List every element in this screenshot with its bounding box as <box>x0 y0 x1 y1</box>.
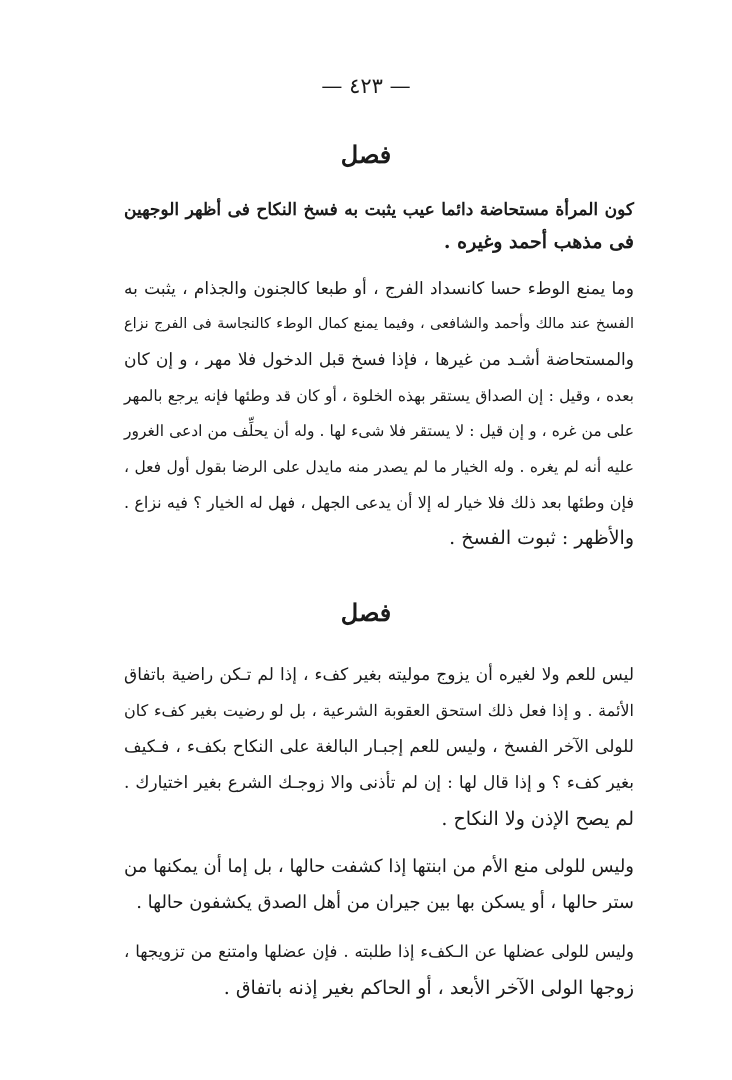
section-1-body-line-8: والأظهر : ثبوت الفسخ . <box>449 527 634 549</box>
section-2-body-line-9: زوجها الولى الآخر الأبعد ، أو الحاكم بغير إذنه باتفاق . <box>223 977 634 999</box>
section-1-title-line-2: فى مذهب أحمد وغيره . <box>443 231 634 253</box>
section-2-body-line-3: للولى الآخر الفسخ ، وليس للعم إجبـار البالغة على النكاح بكفء ، فـكيف <box>124 737 634 757</box>
section-1-body-line-5: على من غره ، و إن قيل : لا يستقر فلا شىء لها . وله أن يحلِّف من ادعى الغرور <box>124 422 634 440</box>
section-2-body-line-4: بغير كفء ؟ و إذا قال لها : إن لم تأذنى والا زوجـك الشرع بغير اختيارك . <box>124 773 634 793</box>
section-1-body-line-1: وما يمنع الوطء حسا كانسداد الفرج ، أو طبعا كالجنون والجذام ، يثبت به <box>124 279 634 299</box>
section-1-title-line-1: كون المرأة مستحاضة دائما عيب يثبت به فسخ النكاح فى أظهر الوجهين <box>124 200 634 220</box>
section-1-body-line-7: فإن وطئها بعد ذلك فلا خيار له إلا أن يدعى الجهل ، فهل له الخيار ؟ فيه نزاع . <box>124 493 634 512</box>
page-number: — ٤٢٣ — <box>321 74 411 98</box>
section-1-heading: فصل <box>340 140 392 169</box>
section-2-body-line-2: الأئمة . و إذا فعل ذلك استحق العقوبة الشرعية ، بل لو رضيت بغير كفء كان <box>124 701 634 720</box>
section-1-body-line-2: الفسخ عند مالك وأحمد والشافعى ، وفيما يمنع كمال الوطء كالنجاسة فى الفرج نزاع <box>124 316 634 332</box>
section-2-body-line-8: وليس للولى عضلها عن الـكفء إذا طلبته . فإن عضلها وامتنع من تزويجها ، <box>124 942 634 961</box>
section-2-body-line-5: لم يصح الإذن ولا النكاح . <box>441 808 634 830</box>
section-1-body-line-4: بعده ، وقيل : إن الصداق يستقر بهذه الخلوة ، أو كان قد وطئها فإنه يرجع بالمهر <box>124 387 634 405</box>
section-2-body-line-1: ليس للعم ولا لغيره أن يزوج موليته بغير كفء ، إذا لم تـكن راضية باتفاق <box>124 665 634 685</box>
section-2-body-line-7: ستر حالها ، أو يسكن بها بين جيران من أهل الصدق يكشفون حالها . <box>136 892 634 913</box>
section-1-body-line-6: عليه أنه لم يغره . وله الخيار ما لم يصدر منه مايدل على الرضا بقول أول فعل ، <box>124 458 634 476</box>
section-2-heading: فصل <box>340 598 392 627</box>
section-1-body-line-3: والمستحاضة أشـد من غيرها ، فإذا فسخ قبل الدخول فلا مهر ، و إن كان <box>124 350 634 370</box>
section-2-body-line-6: وليس للولى منع الأم من ابنتها إذا كشفت حالها ، بل إما أن يمكنها من <box>124 856 634 877</box>
